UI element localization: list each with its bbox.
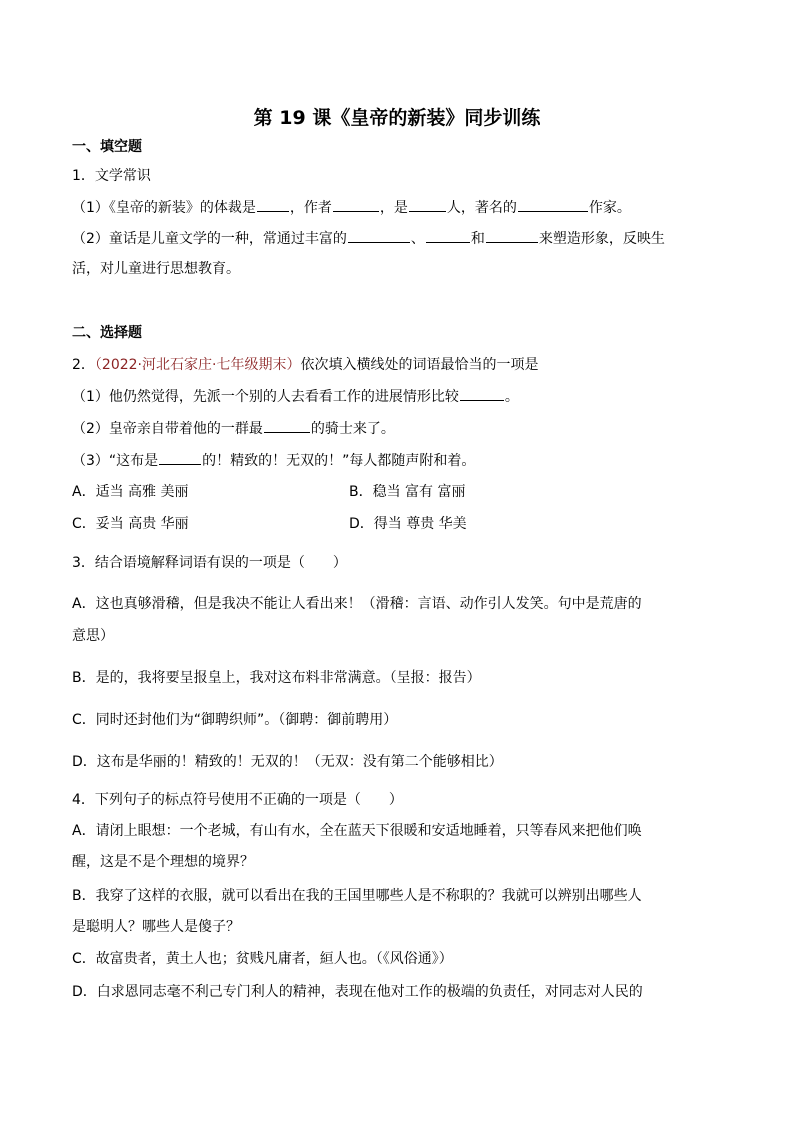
question-2-option-d[interactable]: D．得当 尊贵 华美 [349, 516, 467, 532]
answer-blank[interactable] [518, 197, 588, 212]
question-4-option-b-cont: 是聪明人？哪些人是傻子？ [72, 919, 240, 935]
question-2-option-b[interactable]: B．稳当 富有 富丽 [349, 484, 466, 500]
answer-blank[interactable] [426, 228, 470, 243]
question-2-sentence-1 [72, 386, 724, 407]
text-segment: 。 [504, 389, 519, 405]
answer-blank[interactable] [486, 228, 538, 243]
section-heading-multiple-choice: 二、选择题 [72, 325, 142, 341]
question-3-option-c[interactable]: C．同时还封他们为“御聘织师”。（御聘：御前聘用） [72, 712, 398, 728]
question-4-option-d[interactable]: D．白求恩同志毫不利己专门利人的精神，表现在他对工作的极端的负责任，对同志对人民的 [72, 984, 643, 1000]
question-4-option-c[interactable]: C．故富贵者，黄土人也；贫贱凡庸者，絙人也。（《风俗通》） [72, 951, 453, 967]
question-2-stem [72, 355, 724, 375]
section-heading-fill-blank: 一、填空题 [72, 139, 142, 155]
question-3-stem: 3．结合语境解释词语有误的一项是（ ） [72, 555, 347, 571]
question-3-option-d[interactable]: D．这布是华丽的！精致的！无双的！（无双：没有第二个能够相比） [72, 754, 503, 770]
question-source: （2022·河北石家庄·七年级期末） [94, 357, 301, 373]
question-4-option-a[interactable]: A．请闭上眼想：一个老城，有山有水，全在蓝天下很暖和安适地睡着，只等春风来把他们唤 [72, 823, 642, 839]
text-segment: ，是 [379, 200, 408, 216]
text-segment: 人，著名的 [446, 200, 517, 216]
question-number: 2． [72, 357, 95, 373]
question-1-part-2-cont: 活，对儿童进行思想教育。 [72, 261, 240, 277]
text-segment: 的骑士来了。 [310, 421, 395, 437]
answer-blank[interactable] [409, 197, 446, 212]
question-1-part-1 [72, 197, 724, 218]
question-4-stem: 4．下列句子的标点符号使用不正确的一项是（ ） [72, 792, 403, 808]
text-segment: 、 [410, 231, 425, 247]
answer-blank[interactable] [348, 228, 410, 243]
text-segment: （2）皇帝亲自带着他的一群最 [72, 421, 263, 437]
text-segment: （1）他仍然觉得，先派一个别的人去看看工作的进展情形比较 [72, 389, 459, 405]
text-segment: （1）《皇帝的新装》的体裁是 [72, 200, 256, 216]
question-1-part-2 [72, 228, 724, 249]
question-2-sentence-3 [72, 450, 724, 471]
question-3-option-a[interactable]: A．这也真够滑稽，但是我决不能让人看出来！（滑稽：言语、动作引人发笑。句中是荒唐的 [72, 596, 642, 612]
question-3-option-b[interactable]: B．是的，我将要呈报皇上，我对这布料非常满意。（呈报：报告） [72, 670, 481, 686]
question-3-option-a-cont: 意思） [72, 628, 114, 644]
question-4-option-b[interactable]: B．我穿了这样的衣服，就可以看出在我的王国里哪些人是不称职的？我就可以辨别出哪些人 [72, 888, 642, 904]
text-segment: 来塑造形象，反映生 [538, 231, 665, 247]
answer-blank[interactable] [159, 450, 201, 465]
text-segment: （2）童话是儿童文学的一种，常通过丰富的 [72, 231, 347, 247]
text-segment: 依次填入横线处的词语最恰当的一项是 [300, 357, 539, 373]
question-1-stem: 1．文学常识 [72, 168, 151, 184]
question-4-option-a-cont: 醒，这是不是个理想的境界？ [72, 854, 254, 870]
answer-blank[interactable] [460, 386, 504, 401]
text-segment: 作家。 [588, 200, 631, 216]
question-2-option-a[interactable]: A．适当 高雅 美丽 [72, 484, 189, 500]
question-2-option-c[interactable]: C．妥当 高贵 华丽 [72, 516, 189, 532]
text-segment: （3）“这布是 [72, 453, 159, 469]
answer-blank[interactable] [264, 418, 310, 433]
question-2-sentence-2 [72, 418, 724, 439]
text-segment: ，作者 [289, 200, 332, 216]
answer-blank[interactable] [257, 197, 289, 212]
text-segment: 的！精致的！无双的！”每人都随声附和着。 [202, 453, 476, 469]
page-title: 第 19 课《皇帝的新装》同步训练 [253, 107, 541, 129]
answer-blank[interactable] [333, 197, 379, 212]
text-segment: 和 [470, 231, 485, 247]
